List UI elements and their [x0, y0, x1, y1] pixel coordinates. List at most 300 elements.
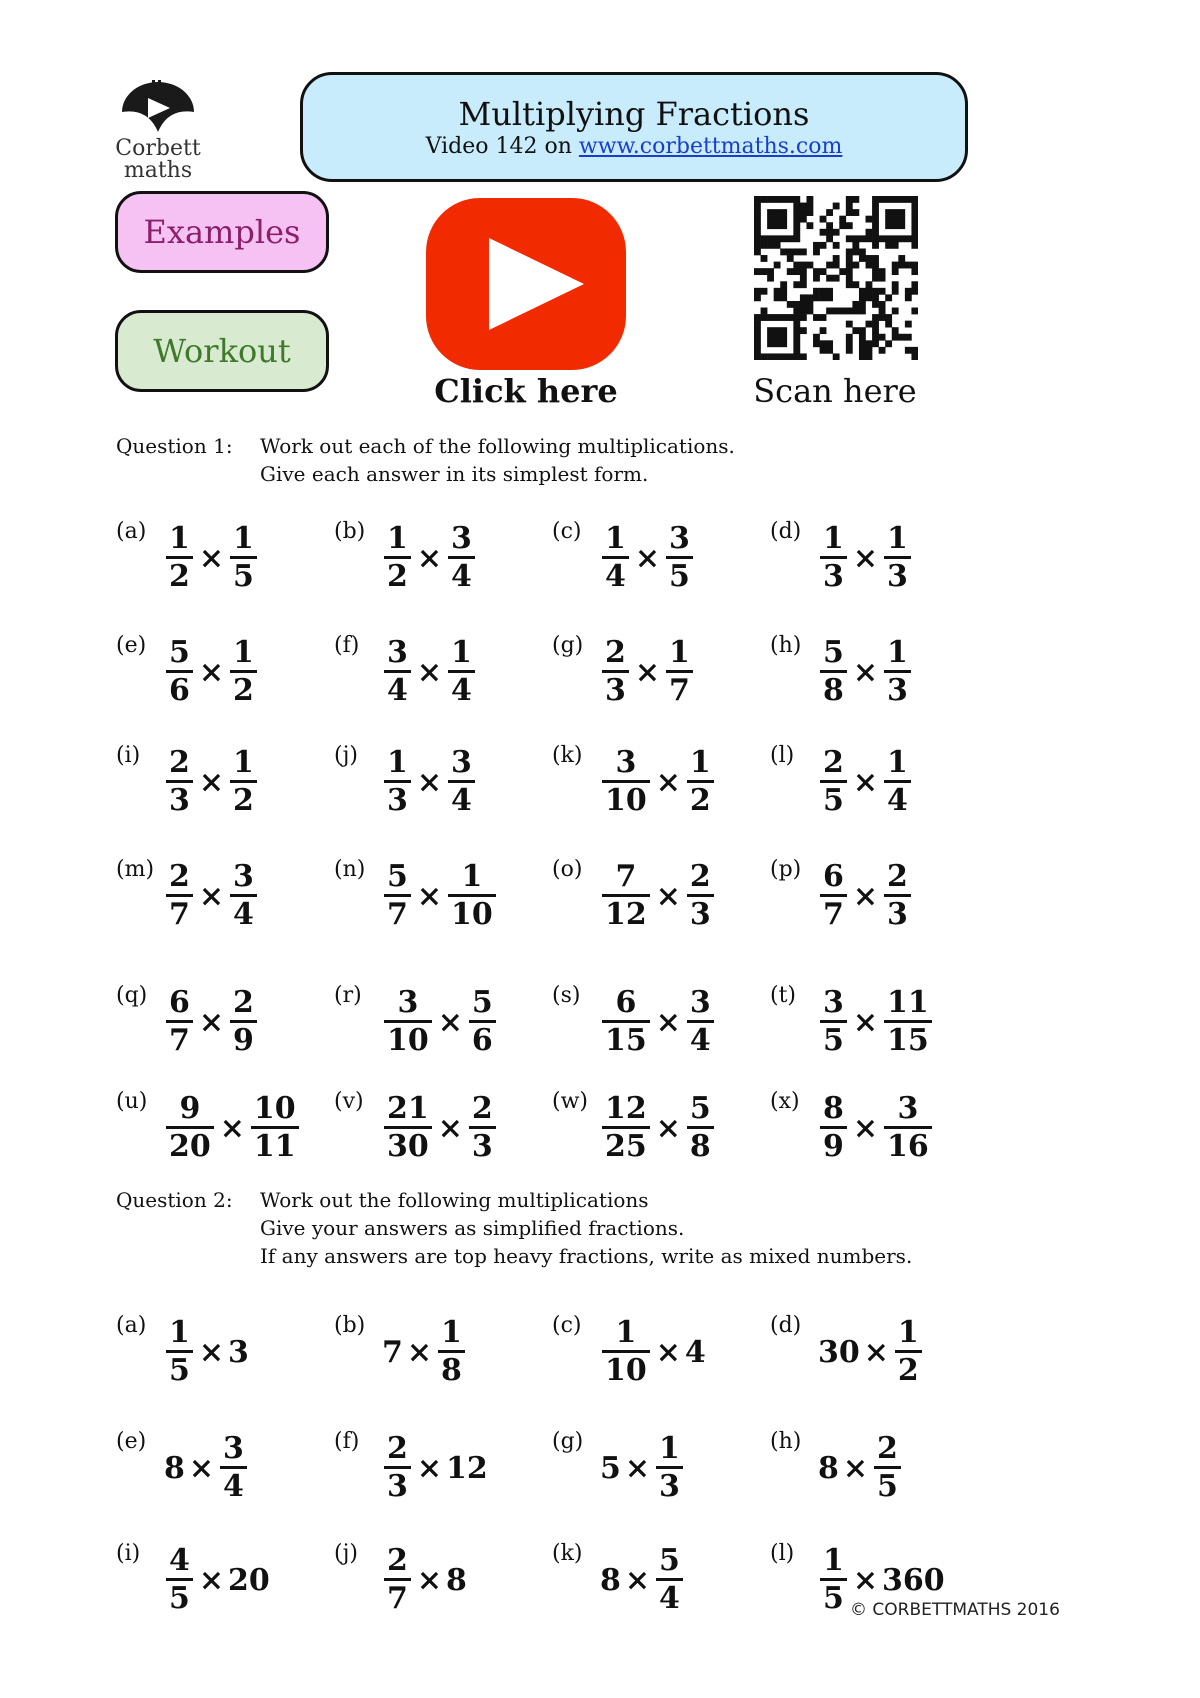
problem-label: (l) [770, 1541, 795, 1566]
denominator: 5 [877, 1468, 898, 1504]
numerator: 2 [387, 1542, 408, 1578]
expression [164, 1540, 270, 1620]
fraction [666, 522, 693, 595]
fraction [166, 636, 193, 709]
denominator: 10 [387, 1022, 429, 1058]
multiply-sign: × [416, 878, 443, 914]
multiply-sign: × [634, 540, 661, 576]
expression [164, 518, 259, 598]
numerator: 1 [659, 1430, 680, 1466]
multiply-sign: × [416, 1562, 443, 1598]
numerator: 3 [397, 984, 419, 1020]
fraction [687, 860, 714, 933]
denominator: 5 [823, 782, 844, 818]
problem-label: (i) [116, 1541, 141, 1566]
question-2-instruction-1: Work out the following multiplications [260, 1188, 649, 1212]
expression [600, 982, 716, 1062]
multiply-sign: × [655, 878, 681, 914]
multiply-sign: × [188, 1450, 215, 1486]
video-reference-text: Video 142 on [425, 134, 579, 159]
expression [600, 518, 695, 598]
fraction [820, 522, 847, 595]
examples-button[interactable]: Examples [115, 191, 329, 273]
expression [818, 518, 913, 598]
numerator: 1 [451, 634, 472, 670]
fraction [884, 636, 911, 709]
numerator: 3 [669, 520, 690, 556]
expression [600, 1428, 685, 1508]
whole-number: 12 [446, 1450, 488, 1486]
fraction [820, 1092, 847, 1165]
numerator: 1 [233, 520, 254, 556]
expression [164, 856, 259, 936]
numerator: 2 [605, 634, 626, 670]
denominator: 2 [233, 672, 254, 708]
page-title: Multiplying Fractions [458, 95, 810, 133]
corbettmaths-logo [108, 78, 208, 188]
numerator: 1 [387, 744, 408, 780]
numerator: 3 [689, 984, 711, 1020]
numerator: 6 [615, 984, 637, 1020]
denominator: 4 [387, 672, 408, 708]
denominator: 6 [169, 672, 190, 708]
logo-emblem-icon [108, 78, 208, 138]
denominator: 2 [689, 782, 711, 818]
multiply-sign: × [852, 1004, 879, 1040]
problem-label: (h) [770, 633, 802, 658]
expression [164, 742, 259, 822]
denominator: 5 [823, 1580, 844, 1616]
whole-number: 3 [228, 1334, 249, 1370]
fraction [820, 746, 847, 819]
question-1-instruction-2: Give each answer in its simplest form. [260, 462, 649, 486]
numerator: 3 [823, 984, 844, 1020]
logo-word-maths: maths [123, 158, 193, 183]
expression [382, 1088, 498, 1168]
problem-label: (c) [552, 519, 582, 544]
fraction [884, 986, 932, 1059]
fraction [469, 1092, 496, 1165]
problem-label: (n) [334, 857, 366, 882]
numerator: 3 [897, 1090, 919, 1126]
fraction [884, 860, 911, 933]
numerator: 1 [233, 744, 254, 780]
denominator: 5 [823, 1022, 844, 1058]
fraction [230, 522, 257, 595]
problem-label: (k) [552, 1541, 583, 1566]
problem-label: (j) [334, 1541, 358, 1566]
numerator: 3 [615, 744, 637, 780]
whole-number: 4 [684, 1334, 706, 1370]
fraction [448, 636, 475, 709]
fraction [166, 1544, 193, 1617]
expression [382, 982, 498, 1062]
multiply-sign: × [624, 1450, 651, 1486]
problem-label: (d) [770, 519, 802, 544]
problem-label: (o) [552, 857, 583, 882]
numerator: 5 [823, 634, 844, 670]
whole-number: 5 [600, 1450, 621, 1486]
denominator: 10 [451, 896, 493, 932]
problem-label: (v) [334, 1089, 364, 1114]
expression [382, 1312, 467, 1392]
multiply-sign: × [416, 764, 443, 800]
expression [382, 518, 477, 598]
multiply-sign: × [198, 764, 225, 800]
denominator: 3 [471, 1128, 493, 1164]
fraction [230, 986, 257, 1059]
expression [164, 632, 259, 712]
denominator: 4 [605, 558, 626, 594]
numerator: 1 [887, 520, 908, 556]
fraction [895, 1316, 922, 1389]
denominator: 5 [669, 558, 690, 594]
problem-label: (t) [770, 983, 797, 1008]
numerator: 5 [387, 858, 408, 894]
denominator: 4 [233, 896, 254, 932]
numerator: 3 [387, 634, 408, 670]
expression [818, 742, 913, 822]
fraction [166, 986, 193, 1059]
fraction [166, 746, 193, 819]
numerator: 7 [615, 858, 637, 894]
denominator: 2 [233, 782, 254, 818]
denominator: 4 [887, 782, 908, 818]
question-2-instruction-3: If any answers are top heavy fractions, write as mixed numbers. [260, 1244, 913, 1268]
multiply-sign: × [863, 1334, 889, 1370]
fraction [687, 1092, 714, 1165]
expression [818, 1312, 924, 1392]
fraction [602, 1316, 650, 1389]
numerator: 4 [169, 1542, 190, 1578]
multiply-sign: × [198, 1004, 225, 1040]
expression [382, 1540, 467, 1620]
fraction [602, 746, 650, 819]
expression [600, 1088, 716, 1168]
fraction [448, 522, 475, 595]
fraction [687, 746, 714, 819]
problem-label: (f) [334, 633, 360, 658]
fraction [384, 1092, 432, 1165]
problem-label: (s) [552, 983, 581, 1008]
fraction [384, 1432, 411, 1505]
problem-label: (e) [116, 1429, 147, 1454]
title-box [300, 72, 968, 182]
problem-label: (l) [770, 743, 795, 768]
fraction [384, 986, 432, 1059]
numerator: 1 [169, 1314, 190, 1350]
numerator: 10 [253, 1090, 296, 1126]
fraction [874, 1432, 901, 1505]
fraction [230, 860, 257, 933]
denominator: 6 [471, 1022, 493, 1058]
fraction [384, 746, 411, 819]
expression [382, 1428, 488, 1508]
denominator: 2 [169, 558, 190, 594]
numerator: 1 [461, 858, 483, 894]
expression [818, 856, 913, 936]
problem-label: (e) [116, 633, 147, 658]
multiply-sign: × [655, 1004, 681, 1040]
fraction [602, 636, 629, 709]
multiply-sign: × [852, 1110, 879, 1146]
fraction [820, 986, 847, 1059]
fraction [602, 860, 650, 933]
denominator: 4 [451, 558, 472, 594]
numerator: 5 [471, 984, 493, 1020]
expression [164, 1088, 301, 1168]
problem-label: (f) [334, 1429, 360, 1454]
denominator: 25 [605, 1128, 647, 1164]
numerator: 2 [471, 1090, 493, 1126]
denominator: 20 [169, 1128, 211, 1164]
denominator: 12 [605, 896, 647, 932]
multiply-sign: × [416, 540, 443, 576]
fraction [166, 860, 193, 933]
problem-label: (r) [334, 983, 362, 1008]
multiply-sign: × [634, 654, 661, 690]
fraction [384, 636, 411, 709]
fraction [602, 986, 650, 1059]
numerator: 1 [887, 634, 908, 670]
multiply-sign: × [852, 1562, 879, 1598]
multiply-sign: × [219, 1110, 245, 1146]
problem-label: (b) [334, 1313, 366, 1338]
fraction [384, 1544, 411, 1617]
problem-label: (p) [770, 857, 802, 882]
denominator: 15 [887, 1022, 929, 1058]
fraction [220, 1432, 247, 1505]
denominator: 3 [387, 782, 408, 818]
problem-label: (g) [552, 1429, 584, 1454]
denominator: 7 [169, 1022, 190, 1058]
question-1-instruction-1: Work out each of the following multiplications. [260, 434, 735, 458]
denominator: 2 [387, 558, 408, 594]
denominator: 3 [387, 1468, 408, 1504]
fraction [469, 986, 496, 1059]
numerator: 2 [169, 744, 190, 780]
denominator: 4 [223, 1468, 244, 1504]
fraction [820, 1544, 847, 1617]
problem-label: (i) [116, 743, 141, 768]
numerator: 5 [689, 1090, 711, 1126]
workout-button[interactable]: Workout [115, 310, 329, 392]
problem-label: (g) [552, 633, 584, 658]
qr-code-icon [754, 196, 918, 360]
fraction [448, 860, 496, 933]
numerator: 2 [387, 1430, 408, 1466]
multiply-sign: × [655, 764, 681, 800]
fraction [687, 986, 714, 1059]
expression [818, 632, 913, 712]
fraction [666, 636, 693, 709]
denominator: 15 [605, 1022, 647, 1058]
denominator: 8 [441, 1352, 462, 1388]
multiply-sign: × [406, 1334, 433, 1370]
numerator: 1 [605, 520, 626, 556]
click-here-caption[interactable]: Click here [434, 372, 618, 410]
whole-number: 360 [882, 1562, 945, 1598]
multiply-sign: × [852, 540, 879, 576]
numerator: 9 [179, 1090, 201, 1126]
fraction [251, 1092, 299, 1165]
expression [382, 856, 498, 936]
denominator: 3 [823, 558, 844, 594]
fraction [820, 860, 847, 933]
fraction [166, 1092, 214, 1165]
numerator: 2 [887, 858, 908, 894]
scan-here-caption: Scan here [753, 372, 917, 410]
multiply-sign: × [416, 1450, 443, 1486]
denominator: 3 [887, 896, 908, 932]
expression [600, 632, 695, 712]
denominator: 8 [823, 672, 844, 708]
numerator: 1 [615, 1314, 637, 1350]
whole-number: 20 [228, 1562, 270, 1598]
numerator: 1 [823, 1542, 844, 1578]
denominator: 3 [887, 558, 908, 594]
numerator: 1 [441, 1314, 462, 1350]
whole-number: 8 [600, 1562, 621, 1598]
multiply-sign: × [852, 764, 879, 800]
denominator: 5 [169, 1352, 190, 1388]
fraction [602, 1092, 650, 1165]
problem-label: (w) [552, 1089, 588, 1114]
multiply-sign: × [437, 1110, 463, 1146]
fraction [820, 636, 847, 709]
denominator: 3 [605, 672, 626, 708]
numerator: 11 [887, 984, 929, 1020]
numerator: 2 [169, 858, 190, 894]
denominator: 8 [689, 1128, 711, 1164]
numerator: 1 [233, 634, 254, 670]
denominator: 4 [451, 782, 472, 818]
denominator: 11 [253, 1128, 296, 1164]
problem-label: (c) [552, 1313, 582, 1338]
numerator: 2 [823, 744, 844, 780]
website-link[interactable]: www.corbettmaths.com [578, 134, 843, 159]
whole-number: 8 [446, 1562, 467, 1598]
multiply-sign: × [655, 1334, 681, 1370]
multiply-sign: × [198, 1334, 225, 1370]
denominator: 3 [887, 672, 908, 708]
numerator: 3 [233, 858, 254, 894]
problem-label: (b) [334, 519, 366, 544]
denominator: 3 [169, 782, 190, 818]
denominator: 5 [169, 1580, 190, 1616]
problem-label: (k) [552, 743, 583, 768]
video-play-icon[interactable] [424, 196, 628, 372]
denominator: 4 [689, 1022, 711, 1058]
numerator: 3 [223, 1430, 244, 1466]
problem-label: (a) [116, 519, 147, 544]
numerator: 1 [689, 744, 711, 780]
denominator: 5 [233, 558, 254, 594]
fraction [448, 746, 475, 819]
problem-label: (x) [770, 1089, 800, 1114]
problem-label: (j) [334, 743, 358, 768]
fraction [230, 636, 257, 709]
multiply-sign: × [198, 1562, 225, 1598]
expression [818, 982, 934, 1062]
problem-label: (q) [116, 983, 148, 1008]
denominator: 4 [451, 672, 472, 708]
multiply-sign: × [624, 1562, 651, 1598]
multiply-sign: × [852, 878, 879, 914]
fraction [166, 1316, 193, 1389]
multiply-sign: × [852, 654, 879, 690]
numerator: 2 [233, 984, 254, 1020]
denominator: 9 [823, 1128, 844, 1164]
logo-word-corbett: Corbett [115, 136, 201, 161]
numerator: 8 [823, 1090, 844, 1126]
numerator: 1 [897, 1314, 919, 1350]
numerator: 1 [669, 634, 690, 670]
expression [600, 1312, 706, 1392]
expression [164, 1312, 249, 1392]
multiply-sign: × [198, 878, 225, 914]
denominator: 7 [823, 896, 844, 932]
copyright-notice: © CORBETTMATHS 2016 [850, 1600, 1060, 1620]
expression [818, 1088, 934, 1168]
denominator: 7 [387, 1580, 408, 1616]
numerator: 6 [823, 858, 844, 894]
numerator: 12 [605, 1090, 647, 1126]
numerator: 1 [887, 744, 908, 780]
denominator: 7 [387, 896, 408, 932]
fraction [602, 522, 629, 595]
whole-number: 30 [818, 1334, 860, 1370]
denominator: 10 [605, 1352, 647, 1388]
numerator: 5 [659, 1542, 680, 1578]
expression [382, 742, 477, 822]
fraction [884, 1092, 932, 1165]
denominator: 3 [689, 896, 711, 932]
denominator: 7 [669, 672, 690, 708]
denominator: 3 [659, 1468, 680, 1504]
numerator: 21 [387, 1090, 429, 1126]
multiply-sign: × [198, 654, 225, 690]
expression [382, 632, 477, 712]
multiply-sign: × [198, 540, 225, 576]
numerator: 3 [451, 520, 472, 556]
denominator: 7 [169, 896, 190, 932]
question-2-instruction-2: Give your answers as simplified fractions. [260, 1216, 685, 1240]
video-reference [303, 133, 965, 161]
whole-number: 7 [382, 1334, 403, 1370]
problem-label: (u) [116, 1089, 148, 1114]
numerator: 2 [877, 1430, 898, 1466]
fraction [656, 1544, 683, 1617]
expression [164, 1428, 249, 1508]
problem-label: (m) [116, 857, 155, 882]
fraction [384, 860, 411, 933]
denominator: 2 [897, 1352, 919, 1388]
numerator: 2 [689, 858, 711, 894]
numerator: 6 [169, 984, 190, 1020]
whole-number: 8 [818, 1450, 839, 1486]
fraction [656, 1432, 683, 1505]
problem-label: (h) [770, 1429, 802, 1454]
numerator: 3 [451, 744, 472, 780]
denominator: 9 [233, 1022, 254, 1058]
denominator: 16 [887, 1128, 929, 1164]
multiply-sign: × [437, 1004, 463, 1040]
denominator: 4 [659, 1580, 680, 1616]
denominator: 30 [387, 1128, 429, 1164]
problem-label: (d) [770, 1313, 802, 1338]
whole-number: 8 [164, 1450, 185, 1486]
